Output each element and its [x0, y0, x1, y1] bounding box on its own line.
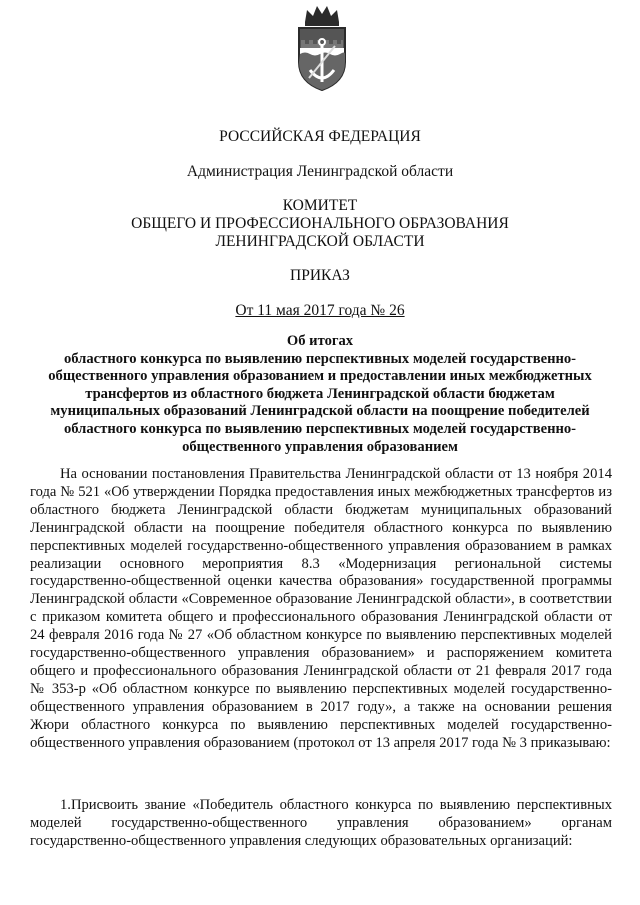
title-line-5: муниципальных образований Ленинградской области на поощрение победителей — [50, 403, 590, 420]
country-heading: РОССИЙСКАЯ ФЕДЕРАЦИЯ — [219, 128, 421, 145]
committee-line-1: КОМИТЕТ — [282, 197, 358, 214]
order-date-number: От 11 мая 2017 года № 26 — [235, 302, 405, 319]
title-line-7: общественного управления образованием — [182, 438, 458, 455]
title-line-2: областного конкурса по выявлению перспективных моделей государственно- — [63, 350, 577, 367]
administration-heading: Администрация Ленинградской области — [186, 163, 454, 180]
coat-of-arms-icon — [293, 4, 351, 92]
document-type: ПРИКАЗ — [290, 267, 350, 284]
preamble-paragraph: На основании постановления Правительства Ленинградской области от 13 ноября 2014 года № 521 «Об утверждении Порядка предоставления иных межбюджетных трансфертов из областного бюджета Ленинградской области бюджетам муниципальных образований Ленинградской области на поощрение победителя областного конкурса по выявлению перспективных моделей государственно-общественного управления образованием в рамках реализации основного мероприятия 8.3 «Модернизация региональной системы государственно-общественной оценки качества образования» государственной программы Ленинградской области «Современное образование Ленинградской области», в соответствии с приказом комитета общего и профессионального образования Ленинградской области от 24 февраля 2016 года № 27 «Об областном конкурсе по выявлению перспективных моделей государственно-общественного управления образованием» и распоряжением комитета общего и профессионального образования Ленинградской области от 21 февраля 2017 года № 353-р «Об областном конкурсе по выявлению перспективных моделей государственно-общественного управления образованием в 2017 году», а также на основании решения Жюри областного конкурса по выявлению перспективных моделей государственно-общественного управления образованием (протокол от 13 апреля 2017 года № 3 приказываю: — [30, 466, 612, 751]
committee-line-2: ОБЩЕГО И ПРОФЕССИОНАЛЬНОГО ОБРАЗОВАНИЯ — [131, 215, 509, 232]
title-line-4: трансфертов из областного бюджета Ленинградской области бюджетам — [85, 385, 555, 402]
committee-heading — [0, 197, 640, 251]
committee-line-3: ЛЕНИНГРАДСКОЙ ОБЛАСТИ — [215, 233, 425, 250]
order-title — [30, 333, 610, 456]
title-line-6: областного конкурса по выявлению перспективных моделей государственно- — [63, 420, 577, 437]
item-1-paragraph: 1.Присвоить звание «Победитель областного конкурса по выявлению перспективных моделей государственно-общественного управления образованием» органам государственно-общественного управления следующих образовательных организаций: — [30, 797, 612, 849]
title-line-1: Об итогах — [286, 333, 354, 349]
title-line-3: общественного управления образованием и предоставлении иных межбюджетных — [48, 368, 592, 385]
